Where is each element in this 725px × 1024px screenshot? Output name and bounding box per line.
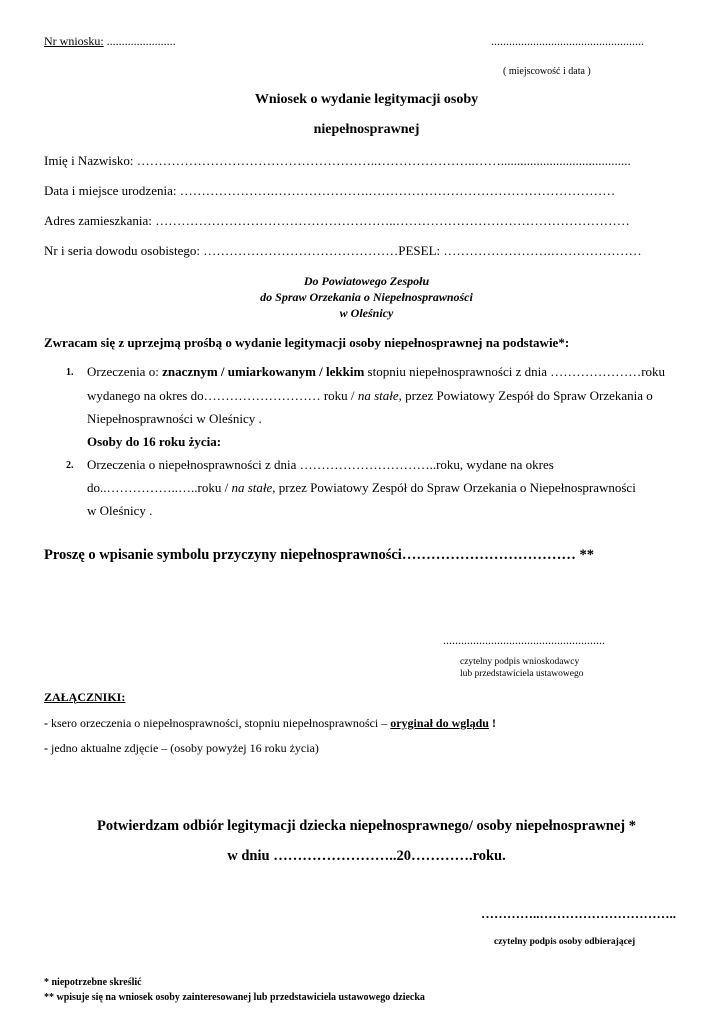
field-full-name bbox=[44, 153, 631, 169]
footnote-2: ** wpisuje się na wniosek osoby zainteresowanej lub przedstawiciela ustawowego dziecka bbox=[44, 992, 425, 1003]
disability-symbol-line: Proszę o wpisanie symbolu przyczyny niepełnosprawności……………………………… ** bbox=[44, 547, 594, 563]
field-label: Imię i Nazwisko: bbox=[44, 153, 134, 168]
item1-line1 bbox=[87, 364, 665, 380]
place-date-dots: ................................................... bbox=[491, 34, 644, 48]
attachments-heading: ZAŁĄCZNIKI: bbox=[44, 690, 126, 704]
item1-line3: Niepełnosprawności w Oleśnicy . bbox=[87, 411, 262, 426]
attachment-dash: - bbox=[44, 741, 48, 755]
item1-text: stopniu niepełnosprawności z dnia …………………roku bbox=[364, 364, 666, 379]
attachment-dash: - bbox=[44, 716, 48, 730]
item2-text: , przez Powiatowy Zespół do Spraw Orzekania o Niepełnosprawności bbox=[272, 480, 636, 495]
item1-text: wydanego na okres do……………………… roku / bbox=[87, 388, 358, 403]
attachment-text: jedno aktualne zdjęcie – (osoby powyżej 16 roku życia) bbox=[48, 741, 319, 755]
attachment-item-copy bbox=[44, 716, 496, 731]
applicant-signature-caption1: czytelny podpis wnioskodawcy bbox=[460, 657, 580, 667]
document-title-line1: Wniosek o wydanie legitymacji osoby bbox=[254, 92, 479, 107]
application-number bbox=[44, 34, 176, 49]
item2-line2 bbox=[87, 480, 636, 496]
field-label: Nr i seria dowodu osobistego: bbox=[44, 243, 200, 258]
original-for-inspection: oryginał do wglądu bbox=[390, 716, 489, 730]
field-label: Data i miejsce urodzenia: bbox=[44, 183, 177, 198]
recipient-signature-dots: …………..………………………….. bbox=[481, 906, 676, 921]
applicant-signature-dots: ...................................................... bbox=[443, 633, 605, 647]
item1-line2 bbox=[87, 388, 653, 404]
receipt-confirmation-line1: Potwierdzam odbiór legitymacji dziecka niepełnosprawnego/ osoby niepełnosprawnej * bbox=[96, 818, 637, 834]
application-number-dots: ....................... bbox=[106, 34, 176, 48]
item2-number: 2. bbox=[66, 460, 74, 471]
item1-text: Orzeczenia o: bbox=[87, 364, 163, 379]
attachment-item-photo bbox=[44, 741, 319, 756]
addressee-line2: do Spraw Orzekania o Niepełnosprawności bbox=[260, 290, 473, 304]
addressee-line1: Do Powiatowego Zespołu bbox=[303, 274, 430, 288]
applicant-signature-caption2: lub przedstawiciela ustawowego bbox=[460, 669, 584, 679]
footnote-1: * niepotrzebne skreślić bbox=[44, 977, 142, 988]
receipt-confirmation-line2: w dniu ……………………..20………….roku. bbox=[227, 848, 506, 864]
under16-heading: Osoby do 16 roku życia: bbox=[87, 434, 222, 449]
addressee-line3: w Oleśnicy bbox=[339, 306, 394, 320]
field-birth bbox=[44, 183, 615, 199]
recipient-signature-caption: czytelny podpis osoby odbierającej bbox=[494, 937, 636, 947]
document-title-line2: niepełnosprawnej bbox=[313, 122, 420, 137]
field-id-pesel bbox=[44, 243, 642, 259]
item1-permanent: na stałe bbox=[357, 388, 399, 403]
request-intro: Zwracam się z uprzejmą prośbą o wydanie legitymacji osoby niepełnosprawnej na podstawie*: bbox=[44, 335, 570, 350]
field-dots: ………………………………………………..……………………………………………… bbox=[155, 213, 630, 228]
field-label: Adres zamieszkania: bbox=[44, 213, 152, 228]
item1-degree-options: znacznym / umiarkowanym / lekkim bbox=[162, 364, 365, 379]
application-number-label: Nr wniosku: bbox=[44, 34, 104, 48]
item2-line1: Orzeczenia o niepełnosprawności z dnia …………………………..roku, wydane na okres bbox=[87, 457, 554, 472]
field-address bbox=[44, 213, 630, 229]
item2-text: do..……………..…..roku / bbox=[87, 480, 232, 495]
place-date-caption: ( miejscowość i data ) bbox=[503, 66, 591, 77]
item2-line3: w Oleśnicy . bbox=[87, 503, 153, 518]
item1-number: 1. bbox=[66, 367, 74, 378]
attachment-exclamation: ! bbox=[488, 716, 496, 730]
field-dots: ………………………………………………..…………………..……........................................ bbox=[136, 153, 631, 168]
field-dots: ………………………………………PESEL: …………………….………………… bbox=[203, 243, 642, 258]
item1-text: , przez Powiatowy Zespół do Spraw Orzekania o bbox=[398, 388, 653, 403]
attachment-text: ksero orzeczenia o niepełnosprawności, stopniu niepełnosprawności – bbox=[48, 716, 391, 730]
item2-permanent: na stałe bbox=[231, 480, 273, 495]
field-dots: ………………….………………….………………………………………………… bbox=[179, 183, 616, 198]
